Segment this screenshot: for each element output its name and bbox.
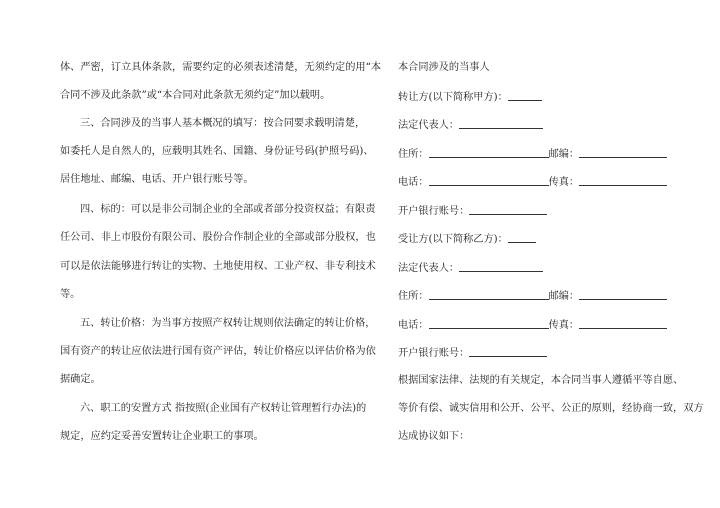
closing-line: 达成协议如下： (398, 431, 470, 442)
legal-rep-row (398, 118, 543, 132)
legal-rep-row-2 (398, 261, 543, 275)
fax-label: 传真： (548, 177, 580, 188)
transferor-blank (508, 90, 542, 101)
paragraph-line: 居住地址、邮编、电话、开户银行账号等。 (60, 174, 254, 185)
paragraph-line: 国有资产的转让应依法进行国有资产评估，转让价格应以评估价格为依 (60, 346, 376, 357)
fax-blank (579, 175, 667, 186)
legal-rep-blank (459, 118, 543, 129)
paragraph-line: 六、职工的安置方式 指按照(企业国有产权转让管理暂行办法)的 (80, 403, 367, 414)
postcode-blank (579, 147, 667, 158)
fax-label-2: 传真： (548, 320, 580, 331)
paragraph-line: 等。 (60, 289, 81, 300)
paragraph-line: 五、转让价格：为当事方按照产权转让规则依法确定的转让价格， (80, 318, 376, 329)
postcode-label: 邮编： (548, 149, 580, 160)
parties-heading: 本合同涉及的当事人 (398, 62, 490, 73)
bank-label: 开户银行账号： (398, 206, 470, 217)
address-row-2 (398, 289, 667, 303)
bank-blank (469, 204, 547, 215)
bank-row-2 (398, 346, 547, 360)
postcode-blank-2 (579, 289, 667, 300)
phone-label: 电话： (398, 177, 429, 188)
paragraph-line: 合同不涉及此条款”或“本合同对此条款无须约定”加以载明。 (60, 90, 331, 101)
paragraph-line: 如委托人是自然人的，应载明其姓名、国籍、身份证号码(护照号码)、 (60, 146, 374, 157)
paragraph-line: 可以是依法能够进行转让的实物、土地使用权、工业产权、非专利技术 (60, 261, 376, 272)
address-blank-2 (429, 289, 549, 300)
legal-rep-blank-2 (459, 261, 543, 272)
closing-line: 根据国家法律、法规的有关规定，本合同当事人遵循平等自愿、 (398, 375, 684, 386)
paragraph-line: 体、严密，订立具体条款，需要约定的必须表述清楚，无须约定的用“本 (60, 62, 382, 73)
phone-row (398, 175, 667, 189)
legal-rep-label: 法定代表人： (398, 120, 460, 131)
transferee-label: 受让方(以下简称乙方)： (398, 234, 508, 245)
address-blank (429, 147, 549, 158)
transferee-blank (508, 232, 536, 243)
phone-blank (429, 175, 549, 186)
bank-blank-2 (469, 346, 547, 357)
paragraph-line: 据确定。 (60, 374, 101, 385)
bank-label-2: 开户银行账号： (398, 348, 470, 359)
phone-row-2 (398, 318, 667, 332)
legal-rep-label-2: 法定代表人： (398, 263, 460, 274)
address-label: 住所： (398, 149, 429, 160)
phone-blank-2 (429, 318, 549, 329)
bank-row (398, 204, 547, 218)
transferor-row (398, 90, 542, 104)
address-row (398, 147, 667, 161)
paragraph-line: 三、合同涉及的当事人基本概况的填写：按合同要求载明清楚， (80, 118, 366, 129)
paragraph-line: 规定，应约定妥善安置转让企业职工的事项。 (60, 431, 264, 442)
closing-line: 等价有偿、诚实信用和公开、公平、公正的原则，经协商一致，双方 (398, 403, 704, 414)
address-label-2: 住所： (398, 291, 429, 302)
transferee-row (398, 232, 536, 246)
paragraph-line: 任公司、非上市股份有限公司、股份合作制企业的全部或部分股权，也 (60, 232, 376, 243)
fax-blank-2 (579, 318, 667, 329)
phone-label-2: 电话： (398, 320, 429, 331)
transferor-label: 转让方(以下简称甲方)： (398, 92, 508, 103)
paragraph-line: 四、标的：可以是非公司制企业的全部或者部分投资权益；有限责 (80, 204, 376, 215)
postcode-label-2: 邮编： (548, 291, 580, 302)
